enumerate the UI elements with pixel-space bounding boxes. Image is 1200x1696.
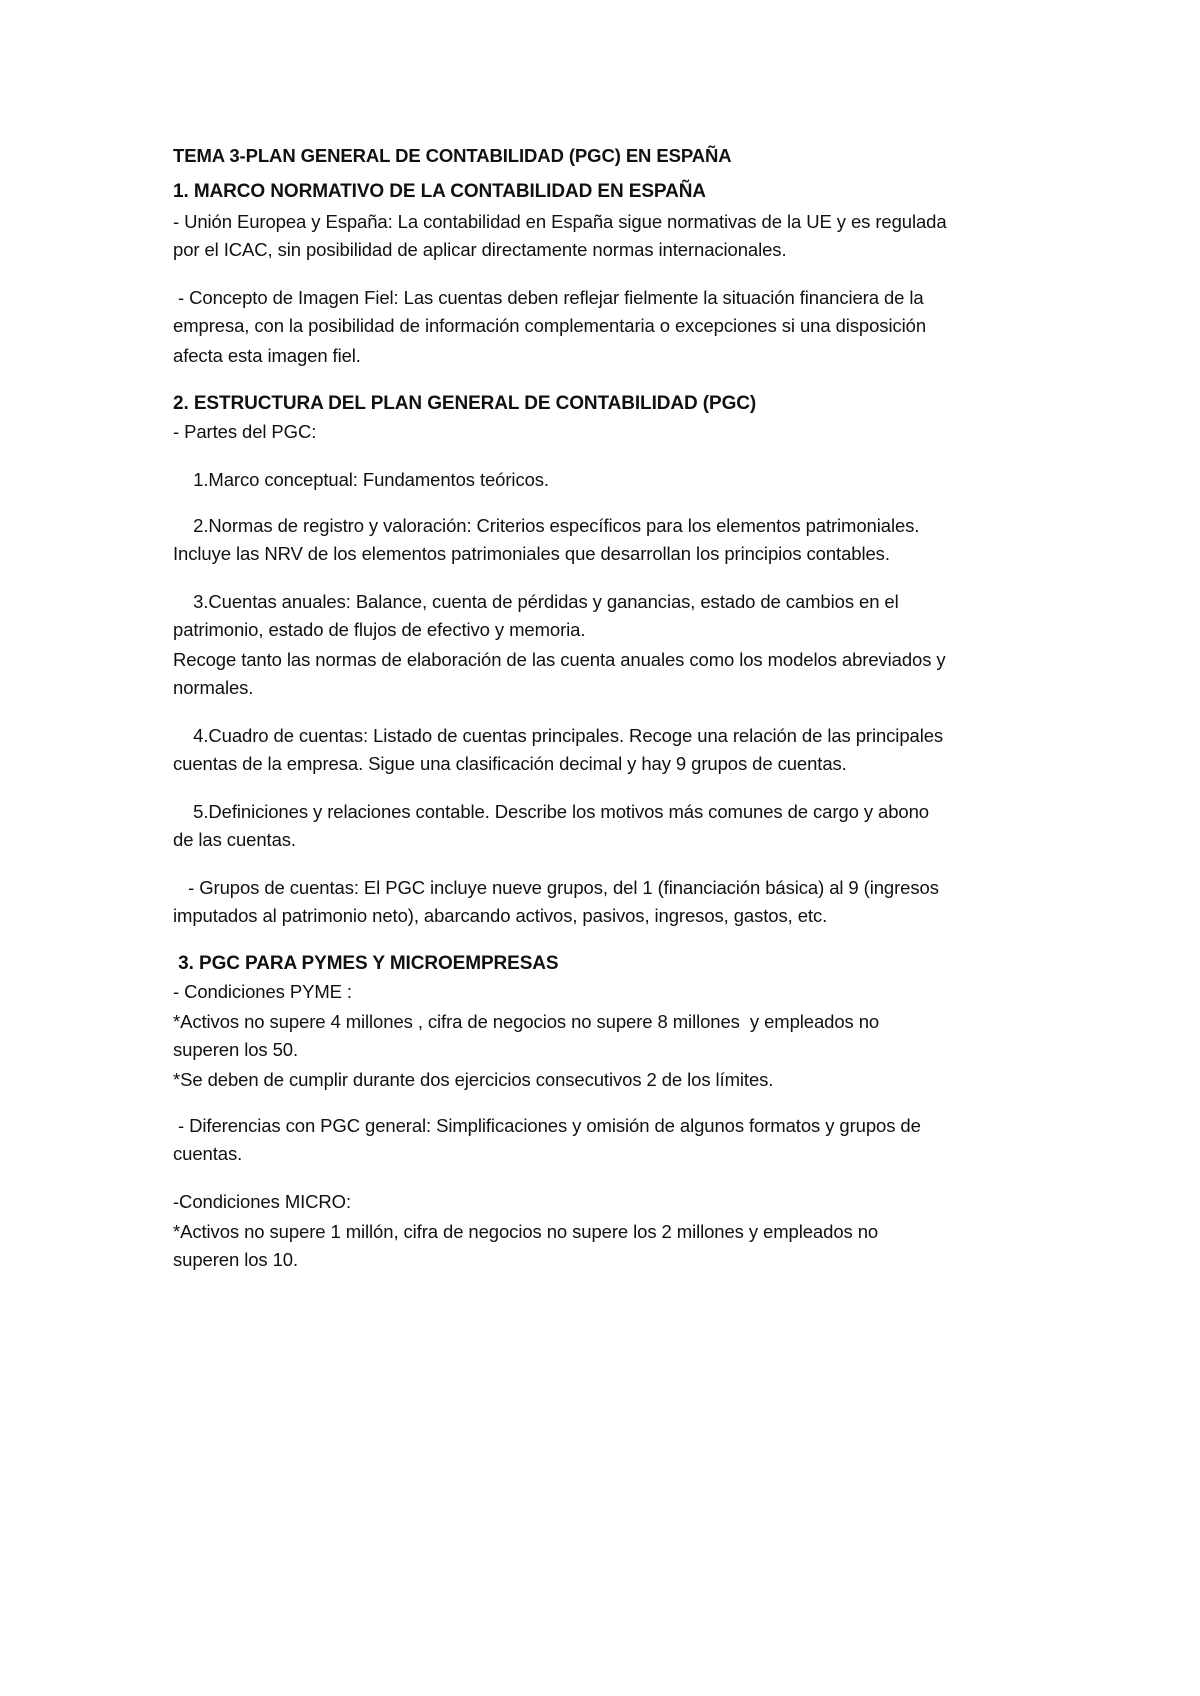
section-2-line: 2.Normas de registro y valoración: Criterios específicos para los elementos patrimoniales. [173,515,920,536]
section-3-line: - Diferencias con PGC general: Simplificaciones y omisión de algunos formatos y grupos de [173,1115,921,1136]
section-1-line: empresa, con la posibilidad de información complementaria o excepciones si una disposición [173,315,927,336]
section-3-line: *Activos no supere 1 millón, cifra de negocios no supere los 2 millones y empleados no [173,1221,879,1242]
section-1-line: - Unión Europea y España: La contabilidad en España sigue normativas de la UE y es regulada [173,211,947,232]
section-2-line: - Grupos de cuentas: El PGC incluye nueve grupos, del 1 (financiación básica) al 9 (ingresos [173,877,939,898]
section-1-line: afecta esta imagen fiel. [173,345,361,366]
section-2-line: 4.Cuadro de cuentas: Listado de cuentas principales. Recoge una relación de las principales [173,725,944,746]
section-1-line: por el ICAC, sin posibilidad de aplicar directamente normas internacionales. [173,239,787,260]
section-2-line: de las cuentas. [173,829,296,850]
section-2-heading: 2. ESTRUCTURA DEL PLAN GENERAL DE CONTABILIDAD (PGC) [173,393,757,414]
section-3-line: superen los 10. [173,1249,299,1270]
section-3-line: -Condiciones MICRO: [173,1191,352,1212]
section-3-line: - Condiciones PYME : [173,981,352,1002]
section-3-line: *Activos no supere 4 millones , cifra de negocios no supere 8 millones y empleados no [173,1011,880,1032]
document-page [173,0,1053,1696]
section-1-line: - Concepto de Imagen Fiel: Las cuentas deben reflejar fielmente la situación financiera de la [173,287,924,308]
section-2-line: Recoge tanto las normas de elaboración de las cuenta anuales como los modelos abreviados y [173,649,946,670]
section-1-heading: 1. MARCO NORMATIVO DE LA CONTABILIDAD EN ESPAÑA [173,181,706,202]
section-2-line: 5.Definiciones y relaciones contable. Describe los motivos más comunes de cargo y abono [173,801,929,822]
section-2-line: - Partes del PGC: [173,421,317,442]
section-3-line: *Se deben de cumplir durante dos ejercicios consecutivos 2 de los límites. [173,1069,774,1090]
section-2-line: patrimonio, estado de flujos de efectivo y memoria. [173,619,586,640]
section-2-line: Incluye las NRV de los elementos patrimoniales que desarrollan los principios contables. [173,543,890,564]
section-3-line: cuentas. [173,1143,243,1164]
section-3-heading: 3. PGC PARA PYMES Y MICROEMPRESAS [173,953,559,974]
document-title: TEMA 3-PLAN GENERAL DE CONTABILIDAD (PGC) EN ESPAÑA [173,145,732,166]
section-2-line: 3.Cuentas anuales: Balance, cuenta de pérdidas y ganancias, estado de cambios en el [173,591,899,612]
section-3-line: superen los 50. [173,1039,299,1060]
section-2-line: cuentas de la empresa. Sigue una clasificación decimal y hay 9 grupos de cuentas. [173,753,847,774]
section-2-line: imputados al patrimonio neto), abarcando activos, pasivos, ingresos, gastos, etc. [173,905,828,926]
section-2-line: 1.Marco conceptual: Fundamentos teóricos. [173,469,549,490]
section-2-line: normales. [173,677,254,698]
